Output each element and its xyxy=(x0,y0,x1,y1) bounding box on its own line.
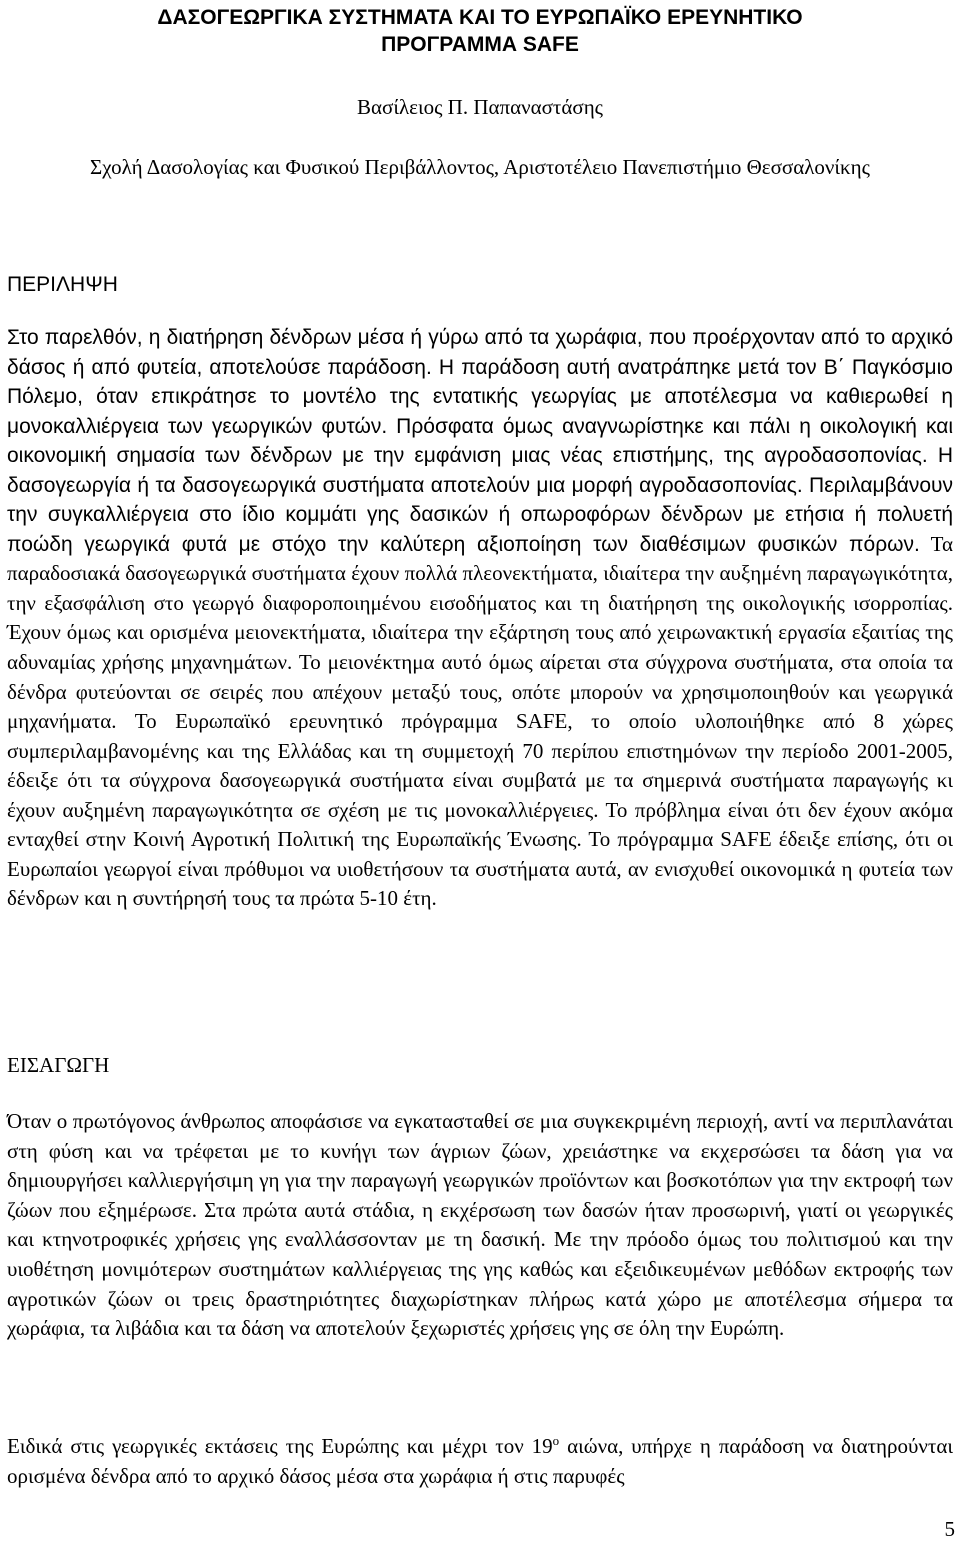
superscript-ordinal: ο xyxy=(552,1433,560,1448)
abstract-heading: ΠΕΡΙΛΗΨΗ xyxy=(7,273,118,296)
introduction-paragraph-1: Όταν ο πρωτόγονος άνθρωπος αποφάσισε να εγκατασταθεί σε μια συγκεκριμένη περιοχή, αντί να περιπλανάται στη φύση και να τρέφεται με το κυνήγι των άγριων ζώων, χρειάστηκε να εκχερσώσει τα δάση για να δημιουργήσει καλλιεργήσιμη γη για την παραγωγή γεωργικών προϊόντων και βοσκοτόπων για την εκτροφή των ζώων που εξημέρωσε. Στα πρώτα αυτά στάδια, η εκχέρσωση των δασών ήταν προσωρινή, γιατί οι γεωργικές και κτηνοτροφικές χρήσεις γης εναλλάσσονταν με τη δασική. Με την πρόοδο όμως του πολιτισμού και την υιοθέτηση μονιμότερων συστημάτων καλλιέργειας της γης καθώς και εξειδικευμένων μεθόδων εκτροφής των αγροτικών ζώων οι τρεις δραστηριότητες διαχωρίστηκαν πλήρως κατά χώρο με αποτέλεσμα σήμερα τα χωράφια, τα λιβάδια και τα δάση να αποτελούν ξεχωριστές χρήσεις γης σε όλη την Ευρώπη. xyxy=(7,1109,953,1341)
author-affiliation: Σχολή Δασολογίας και Φυσικού Περιβάλλοντος, Αριστοτέλειο Πανεπιστήμιο Θεσσαλονίκης xyxy=(90,155,870,179)
introduction-heading: ΕΙΣΑΓΩΓΗ xyxy=(7,1053,110,1077)
document-title xyxy=(0,4,960,58)
page-number: 5 xyxy=(944,1517,955,1541)
intro2-text-after: αιώνα, υπήρχε η παράδοση να διατηρούνται ορισμένα δένδρα από το αρχικό δάσος μέσα στα χωράφια ή στις παρυφές xyxy=(7,1434,953,1488)
intro2-text-before: Ειδικά στις γεωργικές εκτάσεις της Ευρώπης και μέχρι τον 19 xyxy=(7,1434,553,1458)
title-line-2: ΠΡΟΓΡΑΜΜΑ SAFE xyxy=(381,33,579,56)
abstract-text-sans: Στο παρελθόν, η διατήρηση δένδρων μέσα ή γύρω από τα χωράφια, που προέρχονταν από το αρχικό δάσος ή από φυτεία, αποτελούσε παράδοση. Η παράδοση αυτή ανατράπηκε μετά τον Β΄ Παγκόσμιο Πόλεμο, όταν επικράτησε το μοντέλο της εντατικής γεωργίας με αποτέλεσμα να καθιερωθεί η μονοκαλλιέργεια των γεωργικών φυτών. Πρόσφατα όμως αναγνωρίστηκε και πάλι η οικολογική και οικονομική σημασία των δένδρων με την εμφάνιση μιας νέας επιστήμης, της αγροδασοπονίας. Η δασογεωργία ή τα δασογεωργικά συστήματα αποτελούν μια μορφή αγροδασοπονίας. Περιλαμβάνουν την συγκαλλιέργεια στο ίδιο κομμάτι γης δασικών ή οπωροφόρων δένδρων με ετήσια ή πολυετή ποώδη γεωργικά φυτά με στόχο την καλύτερη αξιοποίηση των διαθέσιμων φυσικών πόρων. xyxy=(7,326,953,556)
author-name: Βασίλειος Π. Παπαναστάσης xyxy=(356,95,603,119)
abstract-paragraph xyxy=(7,323,953,914)
abstract-text-serif: Τα παραδοσιακά δασογεωργικά συστήματα έχουν πολλά πλεονεκτήματα, ιδιαίτερα την αυξημένη παραγωγικότητα, την εξασφάλιση στο γεωργό διαφοροποιημένου εισοδήματος και τη διατήρηση της οικολογικής ισορροπίας. Έχουν όμως και ορισμένα μειονεκτήματα, ιδιαίτερα την εξάρτηση τους από χειρωνακτική εργασία εξαιτίας της αδυναμίας χρήσης μηχανημάτων. Το μειονέκτημα αυτό όμως αίρεται στα σύγχρονα συστήματα, στα οποία τα δένδρα φυτεύονται σε σειρές που απέχουν μεταξύ τους, οπότε μπορούν να χρησιμοποιηθούν και γεωργικά μηχανήματα. Το Ευρωπαϊκό ερευνητικό πρόγραμμα SAFE, το οποίο υλοποιήθηκε από 8 χώρες συμπεριλαμβανομένης και της Ελλάδας και τη συμμετοχή 70 περίπου επιστημόνων την περίοδο 2001-2005, έδειξε ότι τα σύγχρονα δασογεωργικά συστήματα είναι συμβατά με τα σημερινά συστήματα παραγωγής κι έχουν αυξημένη παραγωγικότητα σε σχέση με τις μονοκαλλιέργειες. Το πρόβλημα είναι ότι δεν έχουν ακόμα ενταχθεί στην Κοινή Αγροτική Πολιτική της Ευρωπαϊκής Ένωσης. Το πρόγραμμα SAFE έδειξε επίσης, ότι οι Ευρωπαίοι γεωργοί είναι πρόθυμοι να υιοθετήσουν τα συστήματα αυτά, αν ενισχυθεί οικονομικά η φυτεία των δένδρων και η συντήρησή τους τα πρώτα 5-10 έτη. xyxy=(7,531,953,911)
title-line-1: ΔΑΣΟΓΕΩΡΓΙΚΑ ΣΥΣΤΗΜΑΤΑ ΚΑΙ ΤΟ ΕΥΡΩΠΑΪΚΟ ΕΡΕΥΝΗΤΙΚΟ xyxy=(157,6,803,29)
introduction-paragraph-2 xyxy=(7,1432,953,1491)
